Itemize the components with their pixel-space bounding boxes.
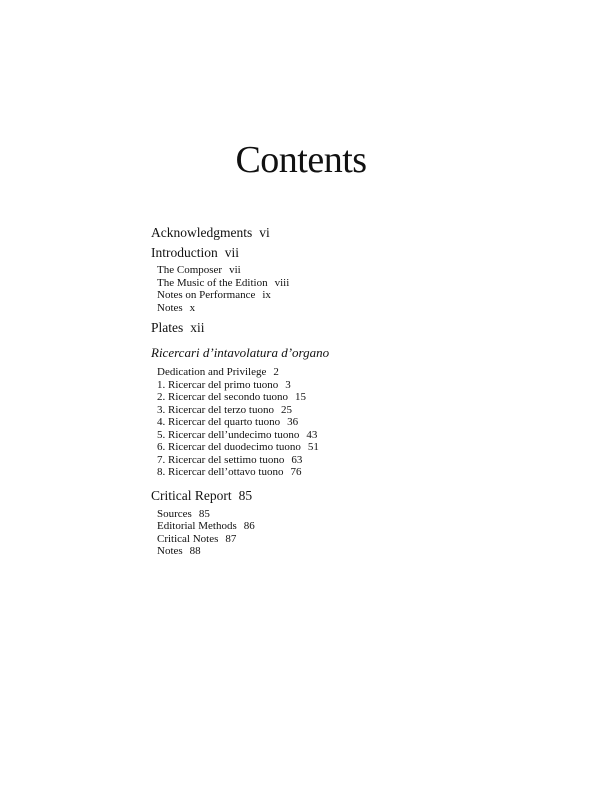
toc-entry-label: Dedication and Privilege [157, 366, 267, 378]
toc-entry-label: 5. Ricercar dell’undecimo tuono [157, 428, 300, 441]
toc-subentry [151, 546, 481, 557]
toc-entry-page: 51 [307, 441, 319, 453]
toc-entry-label: Acknowledgments [151, 225, 253, 240]
page-title: Contents [235, 139, 367, 181]
toc-entry-label: 6. Ricercar del duodecimo tuono [157, 441, 301, 453]
toc-entry-page: vii [224, 244, 240, 260]
toc-section-heading-ricercari: Ricercari d’intavolatura d’organo [151, 345, 330, 360]
toc-entry-page: 15 [295, 391, 307, 403]
toc-entry-page: 3 [285, 378, 291, 391]
toc-entry-label: Plates [151, 319, 184, 335]
toc-subentry [151, 290, 481, 301]
toc-entry-label: Introduction [151, 244, 218, 260]
toc-subentry [151, 442, 481, 453]
toc-entry-page: vii [229, 264, 241, 276]
toc-entry-label: 7. Ricercar del settimo tuono [157, 453, 285, 466]
toc-entry-label: 3. Ricercar del terzo tuono [157, 403, 274, 416]
toc-entry-label: Notes on Performance [157, 289, 256, 301]
toc-entry-label: Critical Notes [157, 532, 219, 545]
toc-entry-acknowledgments [151, 226, 481, 240]
toc-entry-label: 1. Ricercar del primo tuono [157, 378, 279, 391]
toc-entry-label: 2. Ricercar del secondo tuono [157, 391, 289, 403]
toc-subentry [151, 534, 481, 545]
toc-entry-page: viii [274, 276, 290, 289]
toc-entry-page: 76 [290, 466, 302, 478]
toc-entry-page: xii [190, 319, 205, 335]
toc-entry-label: Editorial Methods [157, 520, 237, 532]
toc-entry-page: 2 [273, 366, 279, 378]
toc-entry-label: Notes [157, 301, 183, 314]
toc-entry-page: 85 [198, 507, 210, 520]
toc-subentry [151, 417, 481, 428]
toc-entry-label: 4. Ricercar del quarto tuono [157, 416, 281, 428]
toc-subentry [151, 367, 481, 378]
toc-entry-label: Critical Report [151, 488, 232, 503]
toc-entry-introduction [151, 246, 481, 260]
toc-entry-page: 87 [225, 532, 237, 545]
toc-subentry [151, 467, 481, 478]
toc-entry-page: 86 [243, 520, 255, 532]
toc-entry-plates [151, 321, 481, 335]
toc-subentry [151, 265, 481, 276]
toc-entry-page: 63 [291, 453, 303, 466]
toc-subentry [151, 392, 481, 403]
toc-subentry [151, 380, 481, 391]
table-of-contents [151, 226, 481, 564]
toc-entry-label: 8. Ricercar dell’ottavo tuono [157, 466, 284, 478]
toc-subentry [151, 303, 481, 314]
toc-entry-label: The Music of the Edition [157, 276, 268, 289]
toc-entry-page: 85 [238, 488, 253, 503]
toc-subentry [151, 509, 481, 520]
toc-group-critical-report [151, 509, 481, 558]
toc-entry-page: 25 [280, 403, 292, 416]
toc-entry-label: Sources [157, 507, 192, 520]
toc-entry-page: 43 [306, 428, 318, 441]
toc-subentry [151, 455, 481, 466]
toc-entry-label: The Composer [157, 264, 223, 276]
toc-subentry [151, 405, 481, 416]
toc-group-ricercari [151, 367, 481, 478]
toc-entry-critical-report [151, 489, 481, 503]
toc-entry-page: vi [259, 225, 270, 240]
toc-subentry [151, 278, 481, 289]
toc-entry-page: x [189, 301, 196, 314]
toc-entry-label: Notes [157, 545, 183, 557]
toc-group-introduction [151, 265, 481, 314]
toc-subentry [151, 521, 481, 532]
toc-subentry [151, 430, 481, 441]
toc-entry-page: ix [262, 289, 271, 301]
toc-entry-page: 36 [287, 416, 299, 428]
toc-entry-page: 88 [189, 545, 201, 557]
